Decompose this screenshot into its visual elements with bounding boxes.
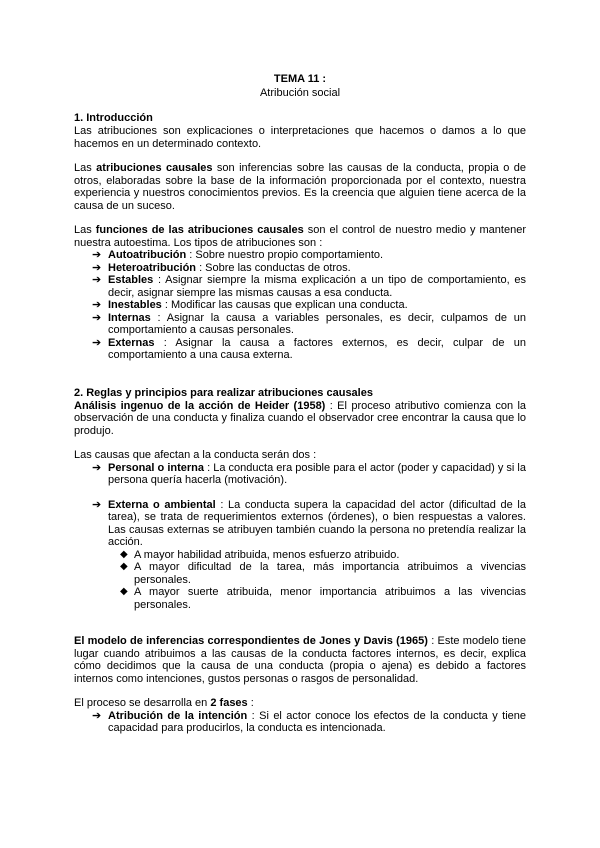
list-item: ◆ A mayor dificultad de la tarea, más importancia atribuimos a vivencias personales. [120, 561, 526, 586]
causes-intro: Las causas que afectan a la conducta serán dos : [74, 449, 317, 461]
arrow-icon: ➔ [92, 249, 102, 261]
arrow-icon: ➔ [92, 274, 102, 286]
list-item: ➔ Autoatribución : Sobre nuestro propio comportamiento. [92, 249, 384, 261]
list-item: ➔ Heteroatribución : Sobre las conductas de otros. [92, 261, 351, 274]
arrow-icon: ➔ [92, 311, 102, 324]
attribution-types-list [74, 249, 526, 362]
doc-subtitle: Atribución social [259, 87, 341, 99]
list-item: ➔ Externas : Asignar la causa a factores externos, es decir, culpar de un comportamiento a una causa externa. [92, 336, 526, 361]
diamond-icon: ◆ [120, 586, 128, 597]
phases-intro: El proceso se desarrolla en 2 fases : [74, 697, 254, 709]
arrow-icon: ➔ [92, 336, 102, 349]
sub-rules-list [108, 549, 526, 612]
arrow-icon: ➔ [92, 709, 102, 722]
arrow-icon: ➔ [92, 498, 102, 511]
jones-davis-paragraph: El modelo de inferencias correspondientes de Jones y Davis (1965) : Este modelo tiene lugar cuando atribuimos a las causas de la conducta factores internos, es decir, explica cómo decidimos que la causa de una conducta (propia o ajena) es debido a factores internos como intenciones, gustos personas o rasgos de personalidad. [74, 635, 526, 685]
functions-paragraph: Las funciones de las atribuciones causales son el control de nuestro medio y mantener nuestra autoestima. Los tipos de atribuciones son : [74, 224, 526, 249]
causes-list-personal [74, 462, 526, 487]
causal-attributions-paragraph: Las atribuciones causales son inferencias sobre las causas de la conducta, propia o de otros, elaboradas sobre la base de la información proporcionada por el contexto, nuestra experiencia y nuestros conocimientos previos. Es la creencia que alguien tiene acerca de la causa de un suceso. [74, 162, 526, 212]
list-item: ➔ Inestables : Modificar las causas que explican una conducta. [92, 299, 408, 311]
causes-list-ambiental [74, 499, 526, 612]
arrow-icon: ➔ [92, 299, 102, 311]
heider-paragraph: Análisis ingenuo de la acción de Heider (1958) : El proceso atributivo comienza con la observación de una conducta y finaliza cuando el observador cree encontrar la causa que lo produjo. [74, 399, 527, 437]
phases-list [74, 710, 526, 735]
section-2-heading: 2. Reglas y principios para realizar atribuciones causales [74, 386, 373, 399]
intro-paragraph: Las atribuciones son explicaciones o interpretaciones que hacemos o damos a lo que hacemos en un determinado contexto. [74, 125, 526, 150]
diamond-icon: ◆ [120, 548, 128, 560]
arrow-icon: ➔ [92, 461, 102, 474]
list-item: ◆ A mayor habilidad atribuida, menos esfuerzo atribuido. [120, 548, 400, 561]
section-1-heading: 1. Introducción [74, 112, 153, 124]
list-item: ➔ Personal o interna : La conducta era posible para el actor (poder y capacidad) y si la persona quería hacerla (motivación). [92, 461, 526, 486]
doc-title: TEMA 11 : [273, 73, 327, 85]
list-item: ◆ A mayor suerte atribuida, menor importancia atribuimos a las vivencias personales. [120, 586, 526, 611]
arrow-icon: ➔ [92, 261, 102, 274]
list-item: ➔ Externa o ambiental : La conducta supera la capacidad del actor (dificultad de la tarea), se trata de requerimientos externos (órdenes), o bien respuestas a valores. Las causas externas se atribuyen también cuando la persona no pretendía realizar la acción. ◆ A mayor habilidad atribuida, menos esfuerzo atribuido. ◆ A mayor dificultad de la tarea, más importancia atribuimos a vivencias personales. ◆ A mayor suerte atribuida, menor importancia atribuimos a las vivencias personales. [92, 498, 526, 611]
list-item: ➔ Estables : Asignar siempre la misma explicación a un tipo de comportamiento, es decir, asignar siempre las mismas causas a esa conducta. [92, 274, 526, 299]
diamond-icon: ◆ [120, 561, 128, 572]
list-item: ➔ Internas : Asignar la causa a variables personales, es decir, culpamos de un comportamiento a causas personales. [92, 311, 526, 336]
list-item: ➔ Atribución de la intención : Si el actor conoce los efectos de la conducta y tiene capacidad para producirlos, la conducta es intencionada. [92, 709, 526, 734]
